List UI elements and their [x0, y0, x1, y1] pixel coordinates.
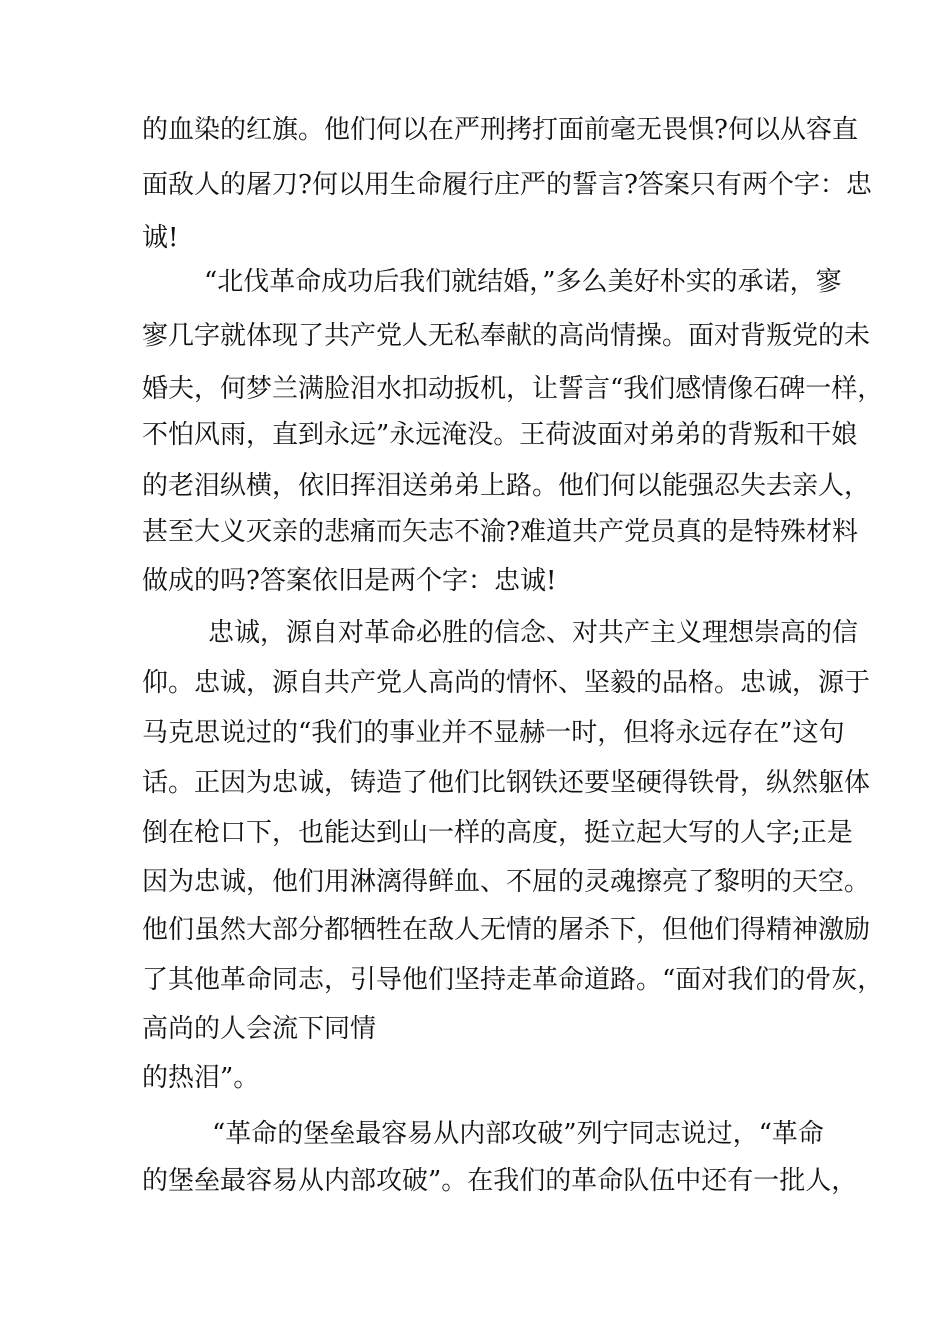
text-line: “北伐革命成功后我们就结婚，”多么美好朴实的承诺，寥 [204, 267, 842, 297]
text-line: 不怕风雨，直到永远”永远淹没。王荷波面对弟弟的背叛和干娘 [142, 420, 858, 450]
text-line: 甚至大义灭亲的悲痛而矢志不渝?难道共产党员真的是特殊材料 [142, 517, 858, 547]
text-line: 忠诚，源自对革命必胜的信念、对共产主义理想崇高的信 [208, 618, 859, 648]
text-line: 的老泪纵横，依旧挥泪送弟弟上路。他们何以能强忍失去亲人， [142, 471, 871, 501]
text-line: 了其他革命同志，引导他们坚持走革命道路。“面对我们的骨灰， [142, 965, 884, 995]
text-line: 诚! [142, 223, 179, 253]
text-line: 仰。忠诚，源自共产党人高尚的情怀、坚毅的品格。忠诚，源于 [142, 668, 871, 698]
text-line: 的热泪”。 [142, 1063, 260, 1093]
text-line: 的血染的红旗。他们何以在严刑拷打面前毫无畏惧?何以从容直 [142, 115, 858, 145]
text-line: “革命的堡垒最容易从内部攻破”列宁同志说过，“革命 [212, 1119, 824, 1149]
text-line: 寥几字就体现了共产党人无私奉献的高尚情操。面对背叛党的未 [142, 321, 871, 351]
text-line: 的堡垒最容易从内部攻破”。在我们的革命队伍中还有一批人， [142, 1166, 858, 1196]
text-line: 马克思说过的“我们的事业并不显赫一时，但将永远存在”这句 [142, 718, 845, 748]
text-line: 面敌人的屠刀?何以用生命履行庄严的誓言?答案只有两个字：忠 [142, 170, 872, 200]
text-line: 倒在枪口下，也能达到山一样的高度，挺立起大写的人字;正是 [142, 818, 853, 848]
text-line: 因为忠诚，他们用淋漓得鲜血、不屈的灵魂擦亮了黎明的天空。 [142, 867, 871, 897]
text-line: 话。正因为忠诚，铸造了他们比钢铁还要坚硬得铁骨，纵然躯体 [142, 768, 871, 798]
text-line: 婚夫，何梦兰满脸泪水扣动扳机，让誓言“我们感情像石碑一样， [142, 374, 884, 404]
text-line: 高尚的人会流下同情 [142, 1014, 377, 1044]
text-line: 做成的吗?答案依旧是两个字：忠诚! [142, 566, 557, 596]
text-line: 他们虽然大部分都牺牲在敌人无情的屠杀下，但他们得精神激励 [142, 915, 871, 945]
